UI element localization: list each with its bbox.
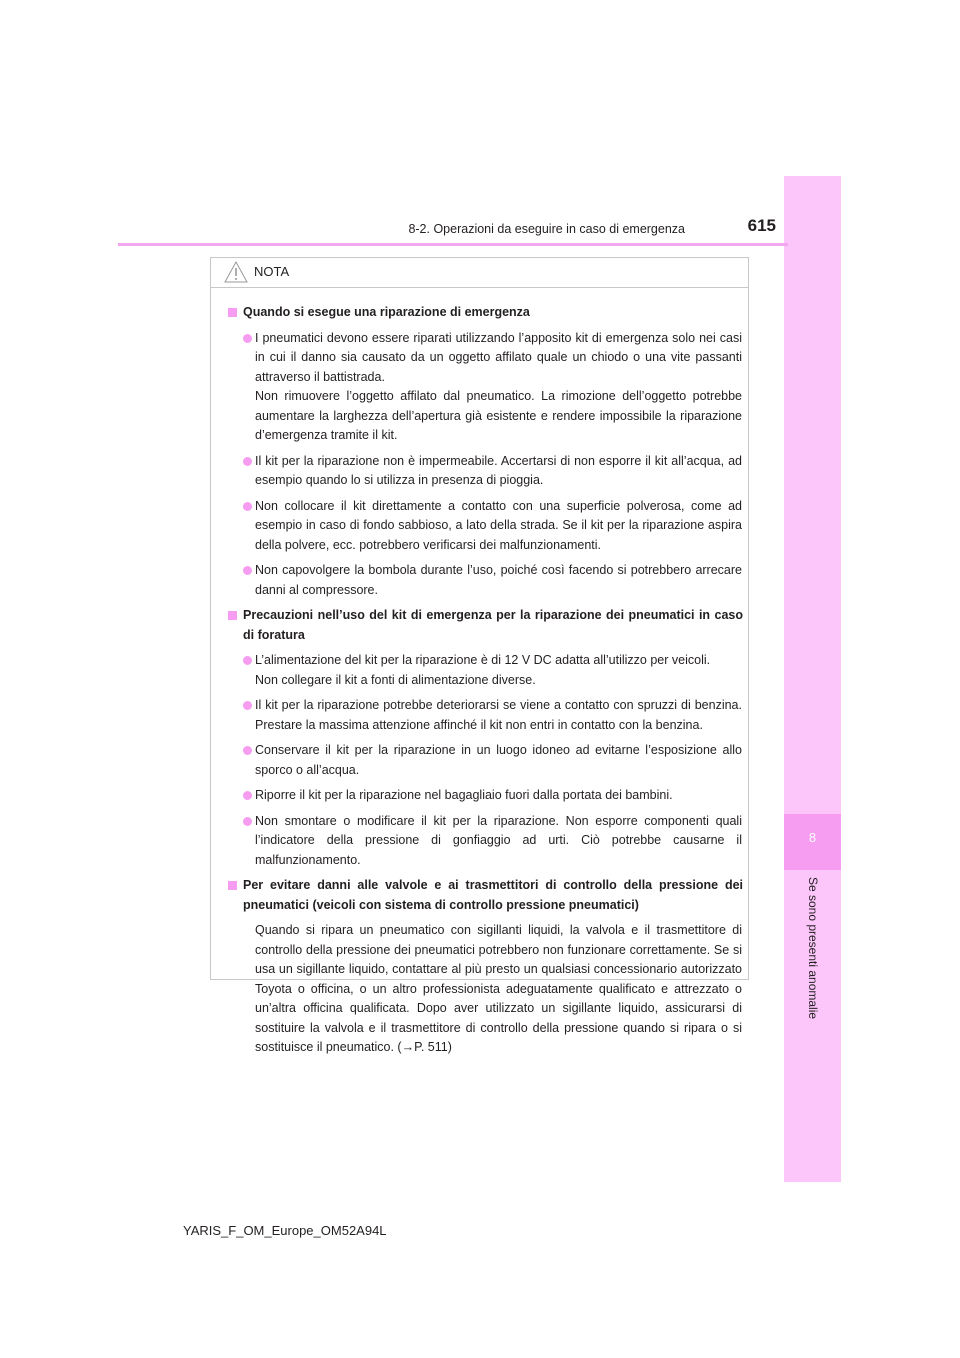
square-bullet-icon <box>228 308 237 317</box>
note-title: NOTA <box>254 264 290 279</box>
heading-valve-transmitter: Per evitare danni alle valvole e ai trasmettitori di controllo della pressione dei pneumatici (veicoli con sistema di controllo pressione pneumatici) <box>228 876 743 915</box>
round-bullet-icon <box>243 746 252 755</box>
square-bullet-icon <box>228 881 237 890</box>
list-item: Non smontare o modificare il kit per la riparazione. Non esporre componenti quali l’indicatore della pressione di gonfiaggio ad urti. Ciò potrebbe causarne il malfunzionamento. <box>243 812 742 871</box>
round-bullet-icon <box>243 656 252 665</box>
note-body <box>211 299 750 1058</box>
list-item: Non collocare il kit direttamente a contatto con una superficie polverosa, come ad esempio in caso di fondo sabbioso, a lato della strada. Se il kit per la riparazione aspira della polvere, ecc. potrebbero verificarsi dei malfunzionamenti. <box>243 497 742 556</box>
warning-triangle-icon <box>224 261 248 283</box>
list-item: Riporre il kit per la riparazione nel bagagliaio fuori dalla portata dei bambini. <box>243 786 742 806</box>
note-header <box>211 258 748 288</box>
round-bullet-icon <box>243 502 252 511</box>
heading-emergency-repair: Quando si esegue una riparazione di emergenza <box>228 303 743 323</box>
chapter-side-tab <box>784 176 841 1182</box>
square-bullet-icon <box>228 611 237 620</box>
section-title: 8-2. Operazioni da eseguire in caso di emergenza <box>408 222 685 236</box>
round-bullet-icon <box>243 817 252 826</box>
heading-kit-precautions: Precauzioni nell’uso del kit di emergenza per la riparazione dei pneumatici in caso di foratura <box>228 606 743 645</box>
round-bullet-icon <box>243 566 252 575</box>
round-bullet-icon <box>243 701 252 710</box>
paragraph-sealant: Quando si ripara un pneumatico con sigillanti liquidi, la valvola e il trasmettitore di controllo della pressione dei pneumatici potrebbero non funzionare correttamente. Se si usa un sigillante liquido, contattare al più presto un qualsiasi concessionario autorizzato Toyota o officina, o un altro professionista adeguatamente qualificato e attrezzato o un’altra officina qualificata. Dopo aver utilizzato un sigillante liquido, assicurarsi di sostituire la valvola e il trasmettitore di controllo della pressione quando si ripara o si sostituisce il pneumatico. (→P. 511) <box>255 923 742 1054</box>
chapter-number: 8 <box>808 830 817 845</box>
round-bullet-icon <box>243 334 252 343</box>
list-item: I pneumatici devono essere riparati utilizzando l’apposito kit di emergenza solo nei casi in cui il danno sia causato da un oggetto affilato quale un chiodo o una vite passanti attraverso il battistrada. Non rimuovere l’oggetto affilato dal pneumatico. La rimozione dell’oggetto potrebbe aumentare la larghezza dell’apertura già esistente e rendere impossibile la riparazione d’emergenza tramite il kit. <box>243 329 742 446</box>
list-item: Il kit per la riparazione potrebbe deteriorarsi se viene a contatto con spruzzi di benzina. Prestare la massima attenzione affinché il kit non entri in contatto con la benzina. <box>243 696 742 735</box>
list-item: Il kit per la riparazione non è impermeabile. Accertarsi di non esporre il kit all’acqua, ad esempio quando lo si utilizza in presenza di pioggia. <box>243 452 742 491</box>
note-box <box>210 257 749 1054</box>
footer-document-code: YARIS_F_OM_Europe_OM52A94L <box>183 1223 387 1238</box>
round-bullet-icon <box>243 791 252 800</box>
chapter-label: Se sono presenti anomalie <box>806 876 820 1020</box>
list-item: L’alimentazione del kit per la riparazione è di 12 V DC adatta all’utilizzo per veicoli. Non collegare il kit a fonti di alimentazione diverse. <box>243 651 742 690</box>
list-item: Conservare il kit per la riparazione in un luogo idoneo ad evitarne l’esposizione allo sporco o all’acqua. <box>243 741 742 780</box>
page-number: 615 <box>747 216 776 235</box>
header-rule <box>118 243 788 246</box>
round-bullet-icon <box>243 457 252 466</box>
list-item: Non capovolgere la bombola durante l’uso, poiché così facendo si potrebbero arrecare danni al compressore. <box>243 561 742 600</box>
